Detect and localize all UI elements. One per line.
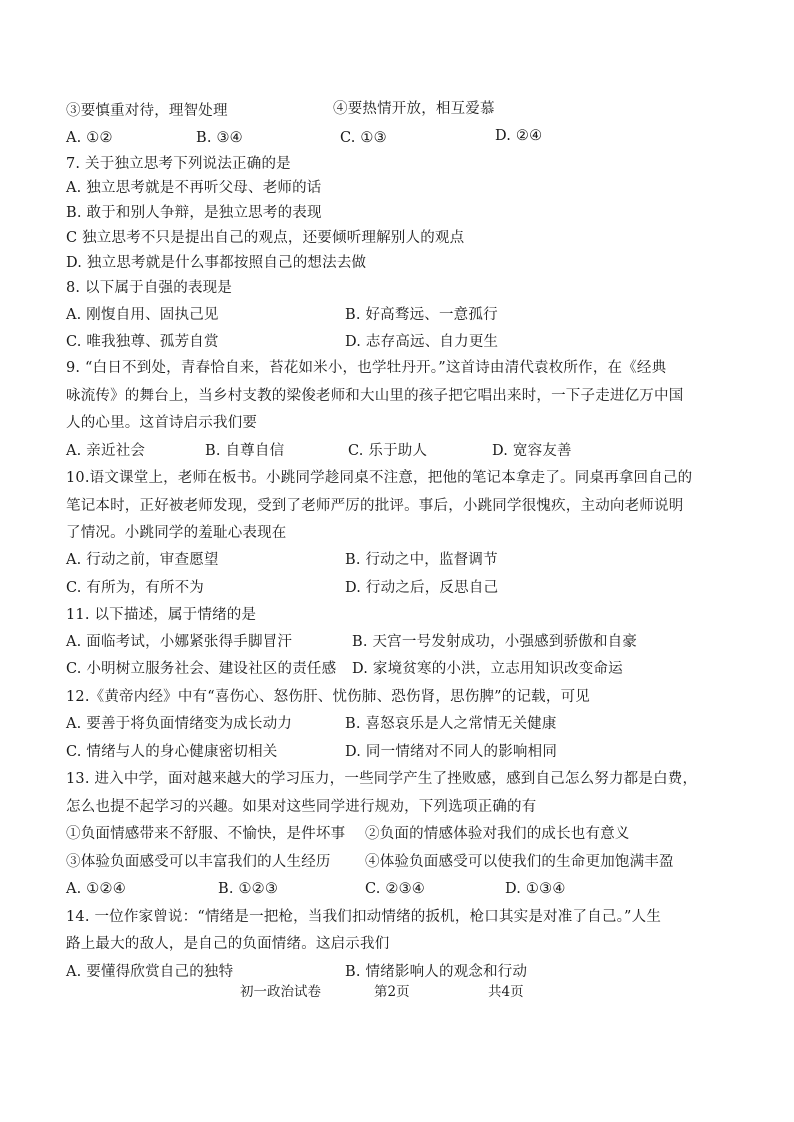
q7-option-c: C 独立思考不只是提出自己的观点，还要倾听理解别人的观点 <box>66 230 465 246</box>
q14-option-a: A. 要懂得欣赏自己的独特 <box>66 964 234 980</box>
q8-stem: 8. 以下属于自强的表现是 <box>66 280 233 296</box>
q12-stem: 12.《黄帝内经》中有“喜伤心、怒伤肝、忧伤肺、恐伤肾，思伤脾”的记载，可见 <box>66 689 590 705</box>
q11-option-d: D. 家境贫寒的小洪，立志用知识改变命运 <box>352 661 623 677</box>
q14-stem-line-2: 路上最大的敌人，是自己的负面情绪。这启示我们 <box>66 936 390 952</box>
q14-stem-line-1: 14. 一位作家曾说：“情绪是一把枪，当我们扣动情绪的扳机，枪口其实是对准了自己。”人生 <box>66 909 662 925</box>
footer-total-pages: 共4页 <box>488 984 524 1000</box>
q11-option-b: B. 天宫一号发射成功，小强感到骄傲和自豪 <box>352 634 638 650</box>
q12-option-d: D. 同一情绪对不同人的影响相同 <box>345 744 558 760</box>
q7-option-a: A. 独立思考就是不再听父母、老师的话 <box>66 180 322 196</box>
q9-option-b: B. 自尊自信 <box>205 443 285 459</box>
q6-choice-c: C. ①③ <box>340 130 387 146</box>
q12-option-c: C. 情绪与人的身心健康密切相关 <box>66 744 278 760</box>
q7-option-d: D. 独立思考就是什么事都按照自己的想法去做 <box>66 255 367 271</box>
q14-option-b: B. 情绪影响人的观念和行动 <box>345 964 528 980</box>
q10-stem-line-2: 笔记本时，正好被老师发现，受到了老师严厉的批评。事后，小跳同学很愧疚，主动向老师说明 <box>66 498 684 514</box>
q13-statement-1: ①负面情感带来不舒服、不愉快，是件坏事 <box>66 826 346 842</box>
q9-option-c: C. 乐于助人 <box>348 443 428 459</box>
q7-stem: 7. 关于独立思考下列说法正确的是 <box>66 156 291 172</box>
q6-option-3: ③要慎重对待，理智处理 <box>66 103 228 119</box>
q6-option-4: ④要热情开放，相互爱慕 <box>333 101 495 117</box>
q9-option-a: A. 亲近社会 <box>66 443 146 459</box>
q13-stem-line-1: 13. 进入中学，面对越来越大的学习压力，一些同学产生了挫败感，感到自己怎么努力都是白费， <box>66 771 698 787</box>
q11-option-c: C. 小明树立服务社会、建设社区的责任感 <box>66 661 337 677</box>
q13-statement-4: ④体验负面感受可以使我们的生命更加饱满丰盈 <box>365 854 674 870</box>
q13-statement-3: ③体验负面感受可以丰富我们的人生经历 <box>66 854 331 870</box>
q13-choice-a: A. ①②④ <box>66 881 126 897</box>
q12-option-b: B. 喜怒哀乐是人之常情无关健康 <box>345 716 557 732</box>
q6-choice-b: B. ③④ <box>196 130 243 146</box>
q12-option-a: A. 要善于将负面情绪变为成长动力 <box>66 716 293 732</box>
q7-option-b: B. 敢于和别人争辩，是独立思考的表现 <box>66 205 322 221</box>
q10-option-d: D. 行动之后，反思自己 <box>345 580 499 596</box>
footer-exam-name: 初一政治试卷 <box>240 984 321 1000</box>
q8-option-c: C. 唯我独尊、孤芳自赏 <box>66 334 219 350</box>
q10-option-c: C. 有所为，有所不为 <box>66 580 204 596</box>
q9-stem-line-3: 人的心里。这首诗启示我们要 <box>66 415 258 431</box>
q10-stem-line-3: 了情况。小跳同学的羞耻心表现在 <box>66 525 287 541</box>
q11-option-a: A. 面临考试，小娜紧张得手脚冒汗 <box>66 634 293 650</box>
q10-option-b: B. 行动之中，监督调节 <box>345 552 498 568</box>
footer-page-number: 第2页 <box>374 984 410 1000</box>
q8-option-d: D. 志存高远、自力更生 <box>345 334 499 350</box>
q8-option-b: B. 好高骛远、一意孤行 <box>345 307 498 323</box>
q10-option-a: A. 行动之前，审查愿望 <box>66 552 219 568</box>
q13-choice-d: D. ①③④ <box>505 881 566 897</box>
q13-statement-2: ②负面的情感体验对我们的成长也有意义 <box>365 826 630 842</box>
q6-choice-a: A. ①② <box>66 130 113 146</box>
q9-option-d: D. 宽容友善 <box>492 443 572 459</box>
q13-choice-c: C. ②③④ <box>365 881 425 897</box>
q9-stem-line-1: 9. “白日不到处，青春恰自来，苔花如米小，也学牡丹开。”这首诗由清代袁枚所作，在《经典 <box>66 360 667 376</box>
q8-option-a: A. 刚愎自用、固执己见 <box>66 307 219 323</box>
q6-choice-d: D. ②④ <box>495 128 543 144</box>
q13-stem-line-2: 怎么也提不起学习的兴趣。如果对这些同学进行规劝，下列选项正确的有 <box>66 799 537 815</box>
q9-stem-line-2: 咏流传》的舞台上，当乡村支教的梁俊老师和大山里的孩子把它唱出来时，一下子走进亿万中国 <box>66 388 684 404</box>
q13-choice-b: B. ①②③ <box>218 881 279 897</box>
q11-stem: 11. 以下描述，属于情绪的是 <box>66 607 257 623</box>
q10-stem-line-1: 10.语文课堂上，老师在板书。小跳同学趁同桌不注意，把他的笔记本拿走了。同桌再拿回自己的 <box>66 470 693 486</box>
